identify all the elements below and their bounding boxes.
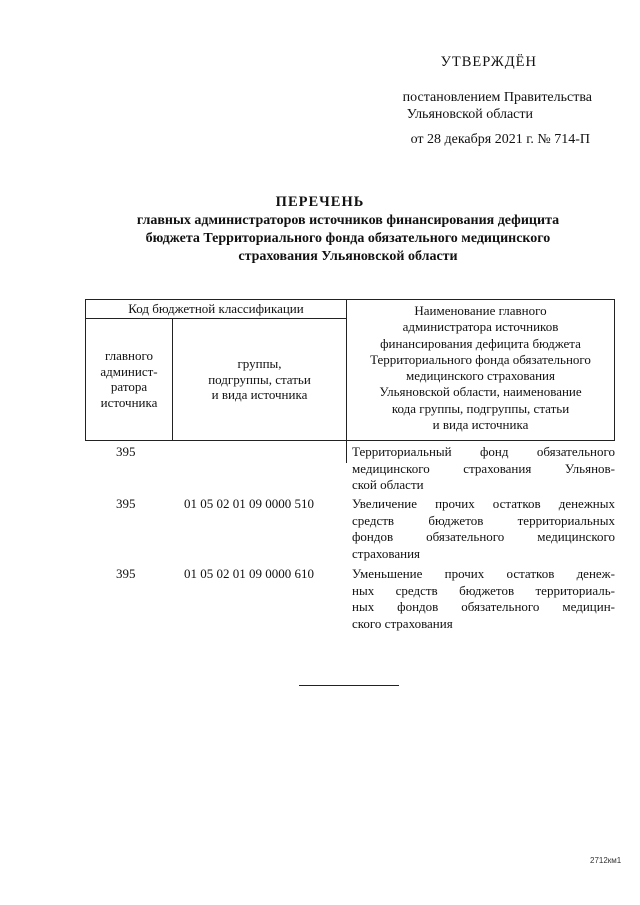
table-header-bottom-border: [85, 440, 615, 441]
header-col-name-line: Наименование главного: [414, 303, 547, 318]
row-name-line: медицинского страхования Ульянов-: [352, 460, 615, 476]
header-col-code-line: и вида источника: [211, 387, 308, 402]
row-name-line: Увеличение прочих остатков денежных: [352, 496, 615, 511]
row-name: [352, 444, 615, 494]
row-name: [352, 566, 615, 632]
row-source-code: 01 05 02 01 09 0000 610: [184, 566, 314, 581]
header-col-admin: [86, 348, 172, 410]
row-name-line: ных фондов обязательного медицин-: [352, 599, 615, 614]
row-name-line: Уменьшение прочих остатков денеж-: [352, 566, 615, 581]
table-right-border: [614, 299, 615, 440]
row-admin-code: 395: [116, 496, 136, 511]
header-col-code-line: подгруппы, статьи: [208, 371, 311, 387]
header-col-admin-line: главного: [104, 348, 154, 363]
row-name-line: ской области: [352, 477, 424, 492]
header-col-name-line: администратора источников: [402, 319, 559, 335]
header-col-code: [173, 356, 346, 403]
header-budget-code: Код бюджетной классификации: [128, 301, 304, 316]
decree-line-1: постановлением Правительства: [402, 90, 592, 105]
row-source-code: 01 05 02 01 09 0000 510: [184, 496, 314, 511]
approval-stamp: УТВЕРЖДЁН: [440, 54, 537, 70]
row-admin-code: 395: [116, 444, 136, 459]
header-col-admin-line: источника: [100, 394, 158, 410]
document-subtitle: [100, 212, 596, 266]
header-col-code-line: группы,: [237, 356, 282, 371]
row-name-line: страхования: [352, 545, 421, 561]
header-col-name-line: и вида источника: [432, 417, 529, 433]
header-col-admin-line: ратора: [110, 379, 148, 394]
row-name-line: ных средств бюджетов территориаль-: [352, 582, 615, 598]
decree-line-3: от 28 декабря 2021 г. № 714-П: [410, 132, 590, 147]
row-name-line: фондов обязательного медицинского: [352, 529, 615, 544]
header-col-name-line: Территориального фонда обязательного: [370, 351, 591, 367]
row-name-line: ского страхования: [352, 615, 453, 631]
subtitle-line-1: главных администраторов источников финансирования дефицита: [136, 213, 560, 228]
row-name: [352, 496, 615, 562]
end-separator: [299, 685, 399, 686]
header-col-name-line: Ульяновской области, наименование: [379, 384, 582, 400]
table-top-border: [85, 299, 615, 300]
subtitle-line-3: страхования Ульяновской области: [238, 249, 458, 264]
decree-line-2: Ульяновской области: [406, 107, 533, 122]
table-group-divider: [85, 318, 347, 319]
row-name-line: средств бюджетов территориальных: [352, 512, 615, 528]
footer-code: 2712км1: [590, 856, 622, 865]
header-col-name-line: медицинского страхования: [406, 368, 555, 384]
header-col-name-line: кода группы, подгруппы, статьи: [391, 400, 570, 416]
document-title: ПЕРЕЧЕНЬ: [275, 194, 365, 210]
header-col-admin-line: админист-: [100, 363, 158, 379]
header-col-name: [347, 303, 614, 433]
row-name-line: Территориальный фонд обязательного: [352, 444, 615, 459]
row-admin-code: 395: [116, 566, 136, 581]
subtitle-line-2: бюджета Территориального фонда обязательного медицинского: [145, 231, 551, 246]
header-col-name-line: финансирования дефицита бюджета: [380, 335, 581, 351]
